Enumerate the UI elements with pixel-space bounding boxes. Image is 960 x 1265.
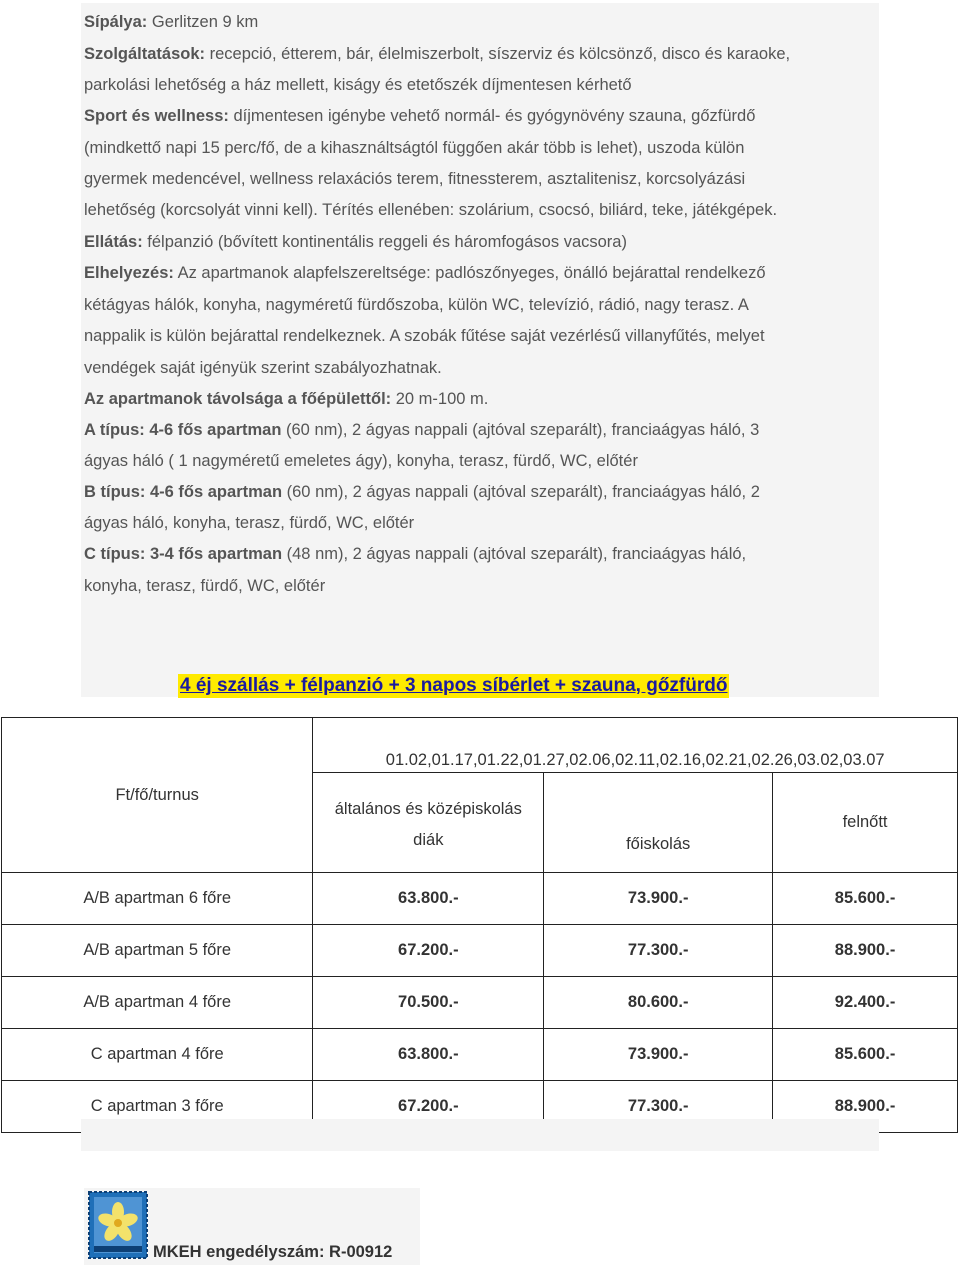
info-accommodation: Elhelyezés: Az apartmanok alapfelszereltsége: padlószőnyeges, önálló bejárattal rendelkező bbox=[84, 264, 766, 282]
row-label: C apartman 3 főre bbox=[2, 1081, 313, 1133]
price-adult: 88.900.- bbox=[773, 925, 958, 977]
price-student: 63.800.- bbox=[313, 873, 544, 925]
info-accommodation-cont-2: nappalik is külön bejárattal rendelkeznek. A szobák fűtése saját vezérlésű villanyfűtés, melyet bbox=[84, 327, 765, 345]
price-table bbox=[1, 717, 958, 1133]
info-ski-slope: Sípálya: Gerlitzen 9 km bbox=[84, 13, 259, 31]
price-student: 70.500.- bbox=[313, 977, 544, 1029]
info-type-b: B típus: 4-6 fős apartman (60 nm), 2 ágyas nappali (ajtóval szeparált), franciaágyas háló, 2 bbox=[84, 483, 760, 501]
price-student: 67.200.- bbox=[313, 1081, 544, 1133]
price-college: 77.300.- bbox=[544, 1081, 773, 1133]
table-header-row bbox=[2, 718, 958, 773]
price-adult: 88.900.- bbox=[773, 1081, 958, 1133]
table-row bbox=[2, 873, 958, 925]
info-sport-cont-3: lehetőség (korcsolyát vinni kell). Térítés ellenében: szolárium, csocsó, biliárd, teke, játékgépek. bbox=[84, 201, 778, 219]
info-services: Szolgáltatások: recepció, étterem, bár, élelmiszerbolt, síszerviz és kölcsönző, disco és karaoke, bbox=[84, 45, 791, 63]
price-college: 77.300.- bbox=[544, 925, 773, 977]
info-sport-cont-1: (mindkettő napi 15 perc/fő, de a kihasználtságtól függően akár több is lehet), uszoda külön bbox=[84, 139, 745, 157]
promo-banner: 4 éj szállás + félpanzió + 3 napos síbérlet + szauna, gőzfürdő bbox=[180, 675, 728, 696]
info-services-cont: parkolási lehetőség a ház mellett, kiságy és etetőszék díjmentesen kérhető bbox=[84, 76, 632, 94]
info-sport-cont-2: gyermek medencével, wellness relaxációs terem, fitnessterem, asztalitenisz, korcsolyázási bbox=[84, 170, 746, 188]
info-sport: Sport és wellness: díjmentesen igénybe vehető normál- és gyógynövény szauna, gőzfürdő bbox=[84, 107, 756, 125]
price-student: 63.800.- bbox=[313, 1029, 544, 1081]
col-header-adult: felnőtt bbox=[773, 773, 958, 873]
info-type-a: A típus: 4-6 fős apartman (60 nm), 2 ágyas nappali (ajtóval szeparált), franciaágyas háló, 3 bbox=[84, 421, 760, 439]
permit-number: MKEH engedélyszám: R-00912 bbox=[153, 1243, 393, 1261]
info-type-a-cont: ágyas háló ( 1 nagyméretű emeletes ágy), konyha, terasz, fürdő, WC, előtér bbox=[84, 452, 638, 470]
table-row bbox=[2, 925, 958, 977]
info-distance: Az apartmanok távolsága a főépülettől: 20 m-100 m. bbox=[84, 390, 489, 408]
info-accommodation-cont-3: vendégek saját igényük szerint szabályozhatnak. bbox=[84, 359, 442, 377]
price-college: 80.600.- bbox=[544, 977, 773, 1029]
price-adult: 85.600.- bbox=[773, 873, 958, 925]
table-dates-header: 01.02,01.17,01.22,01.27,02.06,02.11,02.16,02.21,02.26,03.02,03.07 bbox=[313, 718, 958, 773]
bottom-panel bbox=[81, 1119, 879, 1151]
price-student: 67.200.- bbox=[313, 925, 544, 977]
info-type-c-cont: konyha, terasz, fürdő, WC, előtér bbox=[84, 577, 326, 595]
flower-stamp-icon bbox=[87, 1190, 149, 1260]
table-corner-header: Ft/fő/turnus bbox=[2, 718, 313, 873]
info-type-c: C típus: 3-4 fős apartman (48 nm), 2 ágyas nappali (ajtóval szeparált), franciaágyas háló, bbox=[84, 545, 747, 563]
col-header-student: általános és középiskolás diák bbox=[313, 773, 544, 873]
table-row bbox=[2, 1029, 958, 1081]
info-accommodation-cont-1: kétágyas hálók, konyha, nagyméretű fürdőszoba, külön WC, televízió, rádió, nagy terasz. A bbox=[84, 296, 749, 314]
price-adult: 85.600.- bbox=[773, 1029, 958, 1081]
price-college: 73.900.- bbox=[544, 873, 773, 925]
row-label: C apartman 4 főre bbox=[2, 1029, 313, 1081]
row-label: A/B apartman 4 főre bbox=[2, 977, 313, 1029]
row-label: A/B apartman 6 főre bbox=[2, 873, 313, 925]
row-label: A/B apartman 5 főre bbox=[2, 925, 313, 977]
col-header-college: főiskolás bbox=[544, 773, 773, 873]
info-type-b-cont: ágyas háló, konyha, terasz, fürdő, WC, előtér bbox=[84, 514, 415, 532]
info-board: Ellátás: félpanzió (bővített kontinentális reggeli és háromfogásos vacsora) bbox=[84, 233, 627, 251]
table-row bbox=[2, 977, 958, 1029]
price-college: 73.900.- bbox=[544, 1029, 773, 1081]
price-adult: 92.400.- bbox=[773, 977, 958, 1029]
